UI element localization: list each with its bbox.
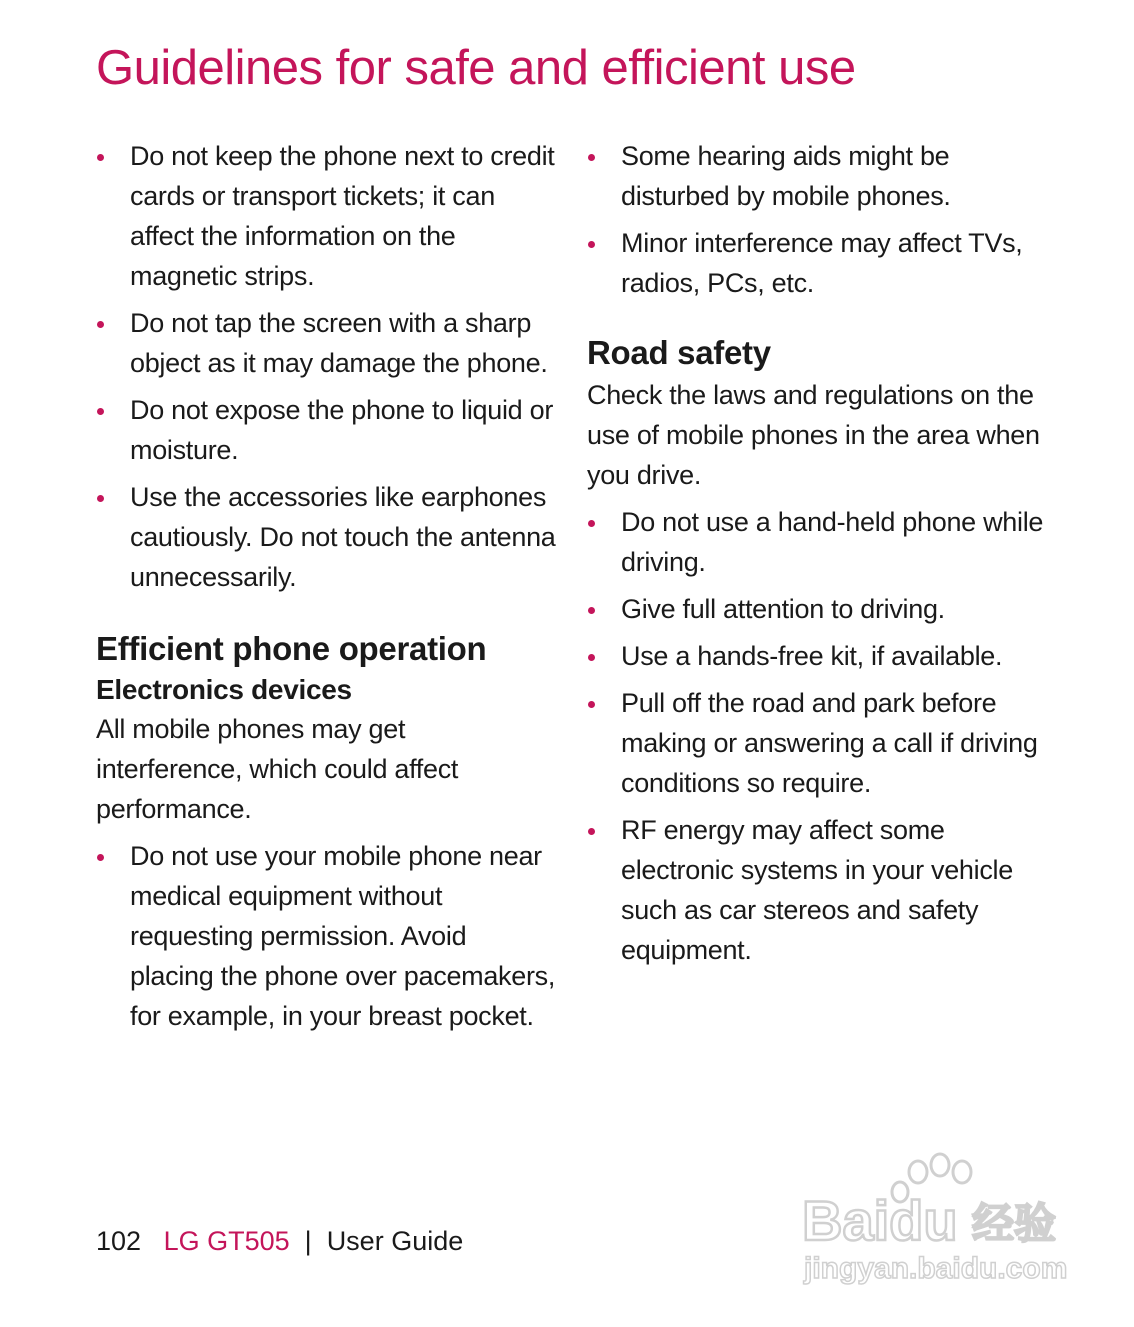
list-item-text: Use the accessories like earphones cautiously. Do not touch the antenna unnecessarily. [130, 482, 556, 592]
list-item-text: RF energy may affect some electronic systems in your vehicle such as car stereos and safety equipment. [621, 815, 1013, 965]
list-item [96, 390, 556, 470]
list-item-text: Do not use your mobile phone near medical equipment without requesting permission. Avoid placing the phone over pacemakers, for example, in your breast pocket. [130, 841, 556, 1031]
footer-separator: | [304, 1226, 312, 1256]
list-item-text: Give full attention to driving. [621, 594, 945, 624]
list-item-text: Pull off the road and park before making or answering a call if driving conditions so require. [621, 688, 1038, 798]
bullet-list-right-top [587, 136, 1047, 303]
left-column [96, 136, 556, 1043]
bullet-list-left-bottom [96, 836, 556, 1036]
bullet-icon [97, 408, 104, 415]
list-item-text: Do not expose the phone to liquid or moisture. [130, 395, 554, 465]
sub-heading-electronics-devices: Electronics devices [96, 674, 352, 705]
bullet-icon [97, 321, 104, 328]
list-item [587, 136, 1047, 216]
baidu-jingyan-watermark-icon [800, 1150, 1080, 1290]
list-item [587, 223, 1047, 303]
section-heading-road-safety: Road safety [587, 334, 771, 371]
bullet-icon [588, 701, 595, 708]
list-item [587, 636, 1047, 676]
guide-label: User Guide [326, 1226, 464, 1256]
list-item [96, 303, 556, 383]
paragraph-interference: All mobile phones may get interference, which could affect performance. [96, 714, 459, 824]
bullet-list-right-bottom [587, 502, 1047, 970]
bullet-icon [588, 654, 595, 661]
list-item [96, 477, 556, 597]
bullet-icon [97, 495, 104, 502]
list-item-text: Do not tap the screen with a sharp object as it may damage the phone. [130, 308, 548, 378]
bullet-list-left-top [96, 136, 556, 597]
list-item-text: Minor interference may affect TVs, radios, PCs, etc. [621, 228, 1023, 298]
bullet-icon [588, 828, 595, 835]
list-item [587, 589, 1047, 629]
bullet-icon [588, 154, 595, 161]
list-item [587, 683, 1047, 803]
list-item-text: Use a hands-free kit, if available. [621, 641, 1003, 671]
page-footer [96, 1226, 463, 1257]
right-column [587, 136, 1047, 977]
bullet-icon [588, 241, 595, 248]
bullet-icon [97, 154, 104, 161]
list-item-text: Do not use a hand-held phone while driving. [621, 507, 1044, 577]
watermark-logo-text: Baidu [802, 1189, 958, 1252]
list-item [587, 810, 1047, 970]
list-item [96, 836, 556, 1036]
list-item-text: Do not keep the phone next to credit cards or transport tickets; it can affect the information on the magnetic strips. [130, 141, 555, 291]
section-heading-efficient-operation: Efficient phone operation [96, 630, 487, 667]
model-name: LG GT505 [163, 1226, 290, 1256]
paragraph-road-laws: Check the laws and regulations on the use of mobile phones in the area when you drive. [587, 380, 1040, 490]
list-item [587, 502, 1047, 582]
bullet-icon [588, 607, 595, 614]
bullet-icon [588, 520, 595, 527]
watermark-logo-cn: 经验 [972, 1199, 1057, 1248]
list-item-text: Some hearing aids might be disturbed by mobile phones. [621, 141, 951, 211]
page-number: 102 [96, 1226, 142, 1256]
list-item [96, 136, 556, 296]
watermark-url: jingyan.baidu.com [804, 1252, 1068, 1285]
bullet-icon [97, 854, 104, 861]
page-title: Guidelines for safe and efficient use [96, 41, 856, 95]
